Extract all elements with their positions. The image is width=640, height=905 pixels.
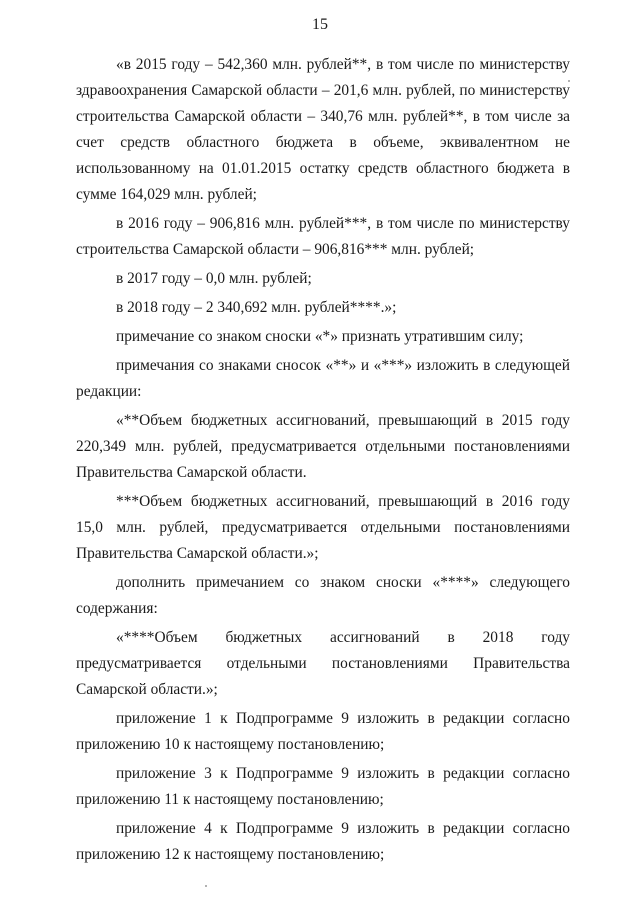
- page-number: 15: [312, 16, 328, 33]
- paragraph-2015-funding: «в 2015 году – 542,360 млн. рублей**, в том числе по министерству здравоохранения Самарской области – 201,6 млн. рублей, по министерству строительства Самарской области – 340,76 млн. рублей**, в том числе за счет средств областного бюджета в объеме, эквивалентном не использованному на 01.01.2015 остатку средств областного бюджета в сумме 164,029 млн. рублей;: [76, 56, 570, 203]
- paragraph-appendix-4: приложение 4 к Подпрограмме 9 изложить в редакции согласно приложению 12 к настоящему постановлению;: [76, 820, 570, 863]
- paragraph-footnote-1-repeal: примечание со знаком сноски «*» признать утратившим силу;: [116, 328, 524, 345]
- paragraph-footnote-4-text: «****Объем бюджетных ассигнований в 2018 году предусматривается отдельными постановлениями Правительства Самарской области.»;: [76, 629, 570, 698]
- paragraph-footnote-3-text: ***Объем бюджетных ассигнований, превышающий в 2016 году 15,0 млн. рублей, предусматривается отдельными постановлениями Правительства Самарской области.»;: [76, 493, 570, 562]
- paragraph-footnote-4-intro: дополнить примечанием со знаком сноски «****» следующего содержания:: [76, 574, 570, 617]
- document-body: [76, 52, 570, 871]
- paragraph-appendix-3: приложение 3 к Подпрограмме 9 изложить в редакции согласно приложению 11 к настоящему постановлению;: [76, 765, 570, 808]
- paragraph-appendix-1: приложение 1 к Подпрограмме 9 изложить в редакции согласно приложению 10 к настоящему постановлению;: [76, 710, 570, 753]
- scan-speck: [205, 885, 207, 887]
- paragraph-2018-funding: в 2018 году – 2 340,692 млн. рублей****.»;: [116, 299, 397, 316]
- paragraph-footnote-2-text: «**Объем бюджетных ассигнований, превышающий в 2015 году 220,349 млн. рублей, предусматривается отдельными постановлениями Правительства Самарской области.: [76, 412, 570, 481]
- scan-speck: [568, 80, 570, 82]
- paragraph-footnotes-2-3-intro: примечания со знаками сносок «**» и «***» изложить в следующей редакции:: [76, 357, 570, 400]
- paragraph-2017-funding: в 2017 году – 0,0 млн. рублей;: [116, 270, 312, 287]
- paragraph-2016-funding: в 2016 году – 906,816 млн. рублей***, в том числе по министерству строительства Самарской области – 906,816*** млн. рублей;: [76, 215, 570, 258]
